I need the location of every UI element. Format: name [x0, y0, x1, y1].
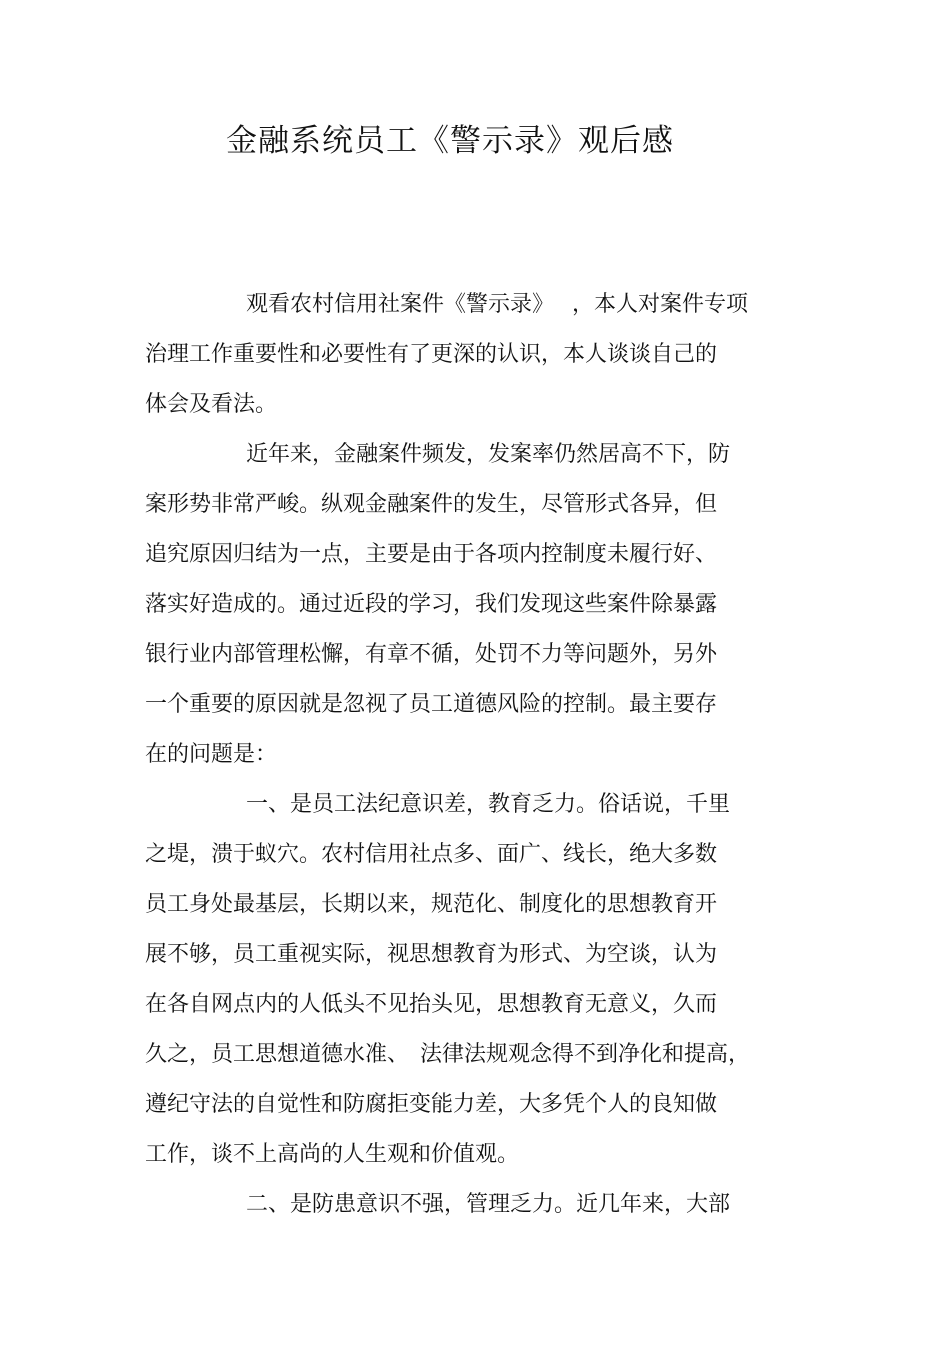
paragraph-line: 遵纪守法的自觉性和防腐拒变能力差，大多凭个人的良知做	[145, 1092, 718, 1117]
paragraph-line: 一、是员工法纪意识差，教育乏力。俗话说，千里	[246, 792, 731, 817]
paragraph-line: 落实好造成的。通过近段的学习，我们发现这些案件除暴露	[145, 592, 718, 617]
paragraph-line: 追究原因归结为一点，主要是由于各项内控制度未履行好、	[145, 542, 718, 567]
paragraph-line: 员工身处最基层，长期以来，规范化、制度化的思想教育开	[145, 892, 718, 917]
paragraph-line: 之堤，溃于蚁穴。农村信用社点多、面广、线长，绝大多数	[145, 842, 718, 867]
paragraph-line: 二、是防患意识不强，管理乏力。近几年来，大部	[246, 1192, 731, 1217]
paragraph-line: 在的问题是：	[145, 742, 278, 767]
paragraph-line: 一个重要的原因就是忽视了员工道德风险的控制。最主要存	[145, 692, 718, 717]
paragraph-line: 展不够，员工重视实际，视思想教育为形式、为空谈，认为	[145, 942, 718, 967]
paragraph-line: 久之，员工思想道德水准、 法律法规观念得不到净化和提高，	[145, 1042, 751, 1067]
paragraph-line: 银行业内部管理松懈，有章不循，处罚不力等问题外，另外	[145, 642, 718, 667]
document-title: 金融系统员工《警示录》观后感	[226, 123, 674, 159]
paragraph-line: 观看农村信用社案件《警示录》 ，本人对案件专项	[246, 292, 748, 317]
paragraph-line: 治理工作重要性和必要性有了更深的认识，本人谈谈自己的	[145, 342, 718, 367]
paragraph-line: 案形势非常严峻。纵观金融案件的发生，尽管形式各异，但	[145, 492, 718, 517]
paragraph-line: 工作，谈不上高尚的人生观和价值观。	[145, 1142, 520, 1167]
paragraph-line: 近年来，金融案件频发，发案率仍然居高不下，防	[246, 442, 731, 467]
paragraph-line: 体会及看法。	[145, 392, 278, 417]
paragraph-line: 在各自网点内的人低头不见抬头见，思想教育无意义，久而	[145, 992, 718, 1017]
